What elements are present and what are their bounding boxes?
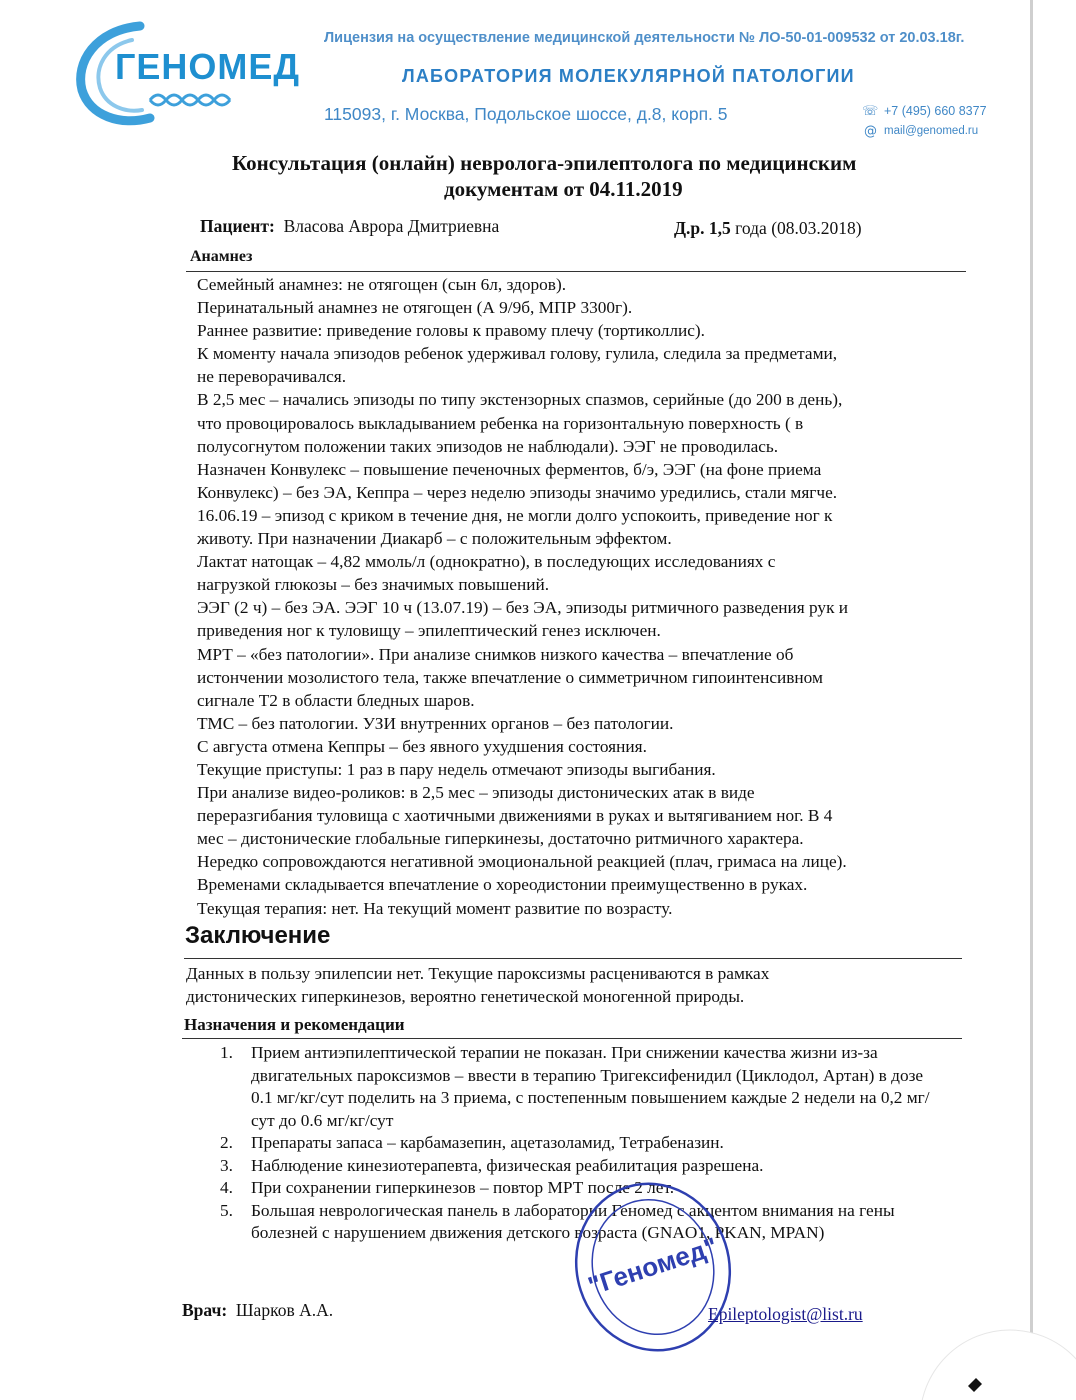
anamnesis-line: 16.06.19 – эпизод с криком в течение дня, не могли долго успокоить, приведение ног к (197, 505, 833, 525)
anamnesis-heading: Анамнез (190, 248, 253, 265)
anamnesis-line: что провоцировалось выкладыванием ребенка на горизонтальную поверхность ( в (197, 413, 804, 433)
lab-name: ЛАБОРАТОРИЯ МОЛЕКУЛЯРНОЙ ПАТОЛОГИИ (402, 66, 855, 86)
license-text: Лицензия на осуществление медицинской деятельности № ЛО-50-01-009532 от 20.03.18г. (324, 30, 965, 46)
anamnesis-line: полусогнутом положении таких эпизодов не наблюдали). ЭЭГ не проводилась. (197, 436, 779, 456)
recommendation-item (220, 1132, 940, 1155)
anamnesis-rule (186, 271, 966, 272)
anamnesis-line: истончении мозолистого тела, также впечатление о симметричном гипоинтенсивном (197, 667, 823, 687)
anamnesis-line: Лактат натощак – 4,82 ммоль/л (однократно), в последующих исследованиях с (197, 552, 776, 572)
recommendation-number: 5. (220, 1200, 233, 1220)
anamnesis-line: В 2,5 мес – начались эпизоды по типу экстензорных спазмов, серийные (до 200 в день), (197, 390, 843, 410)
anamnesis-line: Раннее развитие: приведение головы к правому плечу (тортиколлис). (197, 321, 705, 341)
title-line-1: Консультация (онлайн) невролога-эпилептолога по медицинским (232, 151, 857, 175)
anamnesis-line: При анализе видео-роликов: в 2,5 мес – эпизоды дистонических атак в виде (197, 783, 755, 803)
phone-icon: ☏ (862, 104, 879, 119)
anamnesis-line: С августа отмена Кеппры – без явного ухудшения состояния. (197, 736, 647, 756)
conclusion-line-1: Данных в пользу эпилепсии нет. Текущие пароксизмы расцениваются в рамках (186, 964, 770, 983)
doctor-signature (182, 1300, 333, 1321)
doctor-email-link[interactable]: Epileptologist@list.ru (708, 1304, 863, 1324)
conclusion-heading: Заключение (185, 922, 331, 949)
anamnesis-line: ТМС – без патологии. УЗИ внутренних органов – без патологии. (197, 713, 674, 733)
recommendation-item (220, 1155, 940, 1178)
anamnesis-line: животу. При назначении Диакарб – с положительным эффектом. (197, 529, 672, 549)
anamnesis-line: Конвулекс) – без ЭА, Кеппра – через неделю эпизоды значимо уредились, стали мягче. (197, 482, 838, 502)
edit-pen-icon[interactable] (880, 1300, 1076, 1400)
at-icon: @ (864, 124, 877, 139)
patient-label: Пациент: (200, 216, 275, 236)
lab-phone: +7 (495) 660 8377 (884, 104, 987, 118)
recommendation-number: 1. (220, 1043, 233, 1062)
anamnesis-line: МРТ – «без патологии». При анализе снимков низкого качества – впечатление об (197, 644, 794, 664)
title-line-2: документам от 04.11.2019 (444, 177, 683, 201)
patient-dob (674, 218, 862, 239)
anamnesis-line: ЭЭГ (2 ч) – без ЭА. ЭЭГ 10 ч (13.07.19) – без ЭА, эпизоды ритмичного разведения рук и (197, 598, 849, 618)
recommendation-item (220, 1042, 940, 1132)
anamnesis-line: Текущая терапия: нет. На текущий момент развитие по возрасту. (197, 898, 673, 918)
patient-info (200, 216, 499, 237)
recommendation-text: Препараты запаса – карбамазепин, ацетазоламид, Тетрабеназин. (251, 1133, 724, 1152)
doctor-label: Врач: (182, 1300, 228, 1320)
patient-name: Власова Аврора Дмитриевна (283, 216, 500, 236)
conclusion-line-2: дистонических гиперкинезов, вероятно генетической моногенной природы. (186, 987, 745, 1006)
conclusion-text (186, 962, 966, 1008)
clinic-stamp (568, 1175, 738, 1360)
anamnesis-line: не переворачивался. (197, 367, 347, 387)
recommendations-heading: Назначения и рекомендации (184, 1015, 405, 1034)
page-edge (1030, 0, 1033, 1400)
logo-text: ГЕНОМЕД (115, 46, 301, 87)
doctor-name: Шарков А.А. (235, 1300, 334, 1320)
anamnesis-line: Семейный анамнез: не отягощен (сын 6л, здоров). (197, 275, 567, 294)
recommendation-number: 2. (220, 1133, 233, 1152)
anamnesis-line: Текущие приступы: 1 раз в пару недель отмечают эпизоды выгибания. (197, 759, 716, 779)
anamnesis-line: переразгибания туловища с хаотичными движениями в руках и вытягиванием ног. В 4 (197, 806, 833, 826)
lab-email: mail@genomed.ru (884, 125, 979, 137)
recommendation-text: При сохранении гиперкинезов – повтор МРТ после 2 лет. (251, 1178, 675, 1197)
anamnesis-line: Назначен Конвулекс – повышение печеночных ферментов, б/э, ЭЭГ (на фоне приема (197, 459, 822, 479)
anamnesis-line: мес – дистонические глобальные гиперкинезы, достаточно ритмичного характера. (197, 829, 804, 849)
anamnesis-line: Временами складывается впечатление о хореодистонии преимущественно в руках. (197, 875, 808, 895)
recommendation-text: Большая неврологическая панель в лаборатории Геномед с акцентом внимания на гены болезней с нарушением движения детского возраста (GNAO1, PKAN, MPAN) (251, 1200, 895, 1242)
recommendation-text: Прием антиэпилептической терапии не показан. При снижении качества жизни из-за двигательных пароксизмов – ввести в терапию Тригексифенидил (Циклодол, Артан) в дозе 0.1 мг/кг/сут поделить на 3 приема, с постепенным повышением каждые 2 недели на 0,2 мг/сут до 0.6 мг/кг/сут (251, 1043, 930, 1130)
anamnesis-line: К моменту начала эпизодов ребенок удерживал голову, гулила, следила за предметами, (197, 344, 838, 364)
anamnesis-line: нагрузкой глюкозы – без значимых повышений. (197, 575, 550, 595)
dob-value: года (08.03.2018) (735, 218, 862, 238)
anamnesis-line: Нередко сопровождаются негативной эмоциональной реакцией (плач, гримаса на лице). (197, 852, 847, 872)
recommendation-text: Наблюдение кинезиотерапевта, физическая реабилитация разрешена. (251, 1155, 764, 1175)
recommendations-rule (182, 1038, 962, 1039)
anamnesis-line: приведения ног к туловищу – эпилептический генез исключен. (197, 621, 661, 641)
recommendation-number: 4. (220, 1178, 233, 1197)
conclusion-rule (184, 958, 962, 959)
dob-label: Д.р. 1,5 (674, 218, 731, 238)
anamnesis-line: сигнале Т2 в области бледных шаров. (197, 690, 475, 710)
stamp-text: "Геномед" (584, 1231, 722, 1302)
anamnesis-line: Перинатальный анамнез не отягощен (А 9/9б, МПР 3300г). (197, 298, 633, 318)
anamnesis-text (197, 273, 967, 920)
lab-address: 115093, г. Москва, Подольское шоссе, д.8, корп. 5 (324, 104, 728, 124)
recommendation-number: 3. (220, 1155, 233, 1175)
